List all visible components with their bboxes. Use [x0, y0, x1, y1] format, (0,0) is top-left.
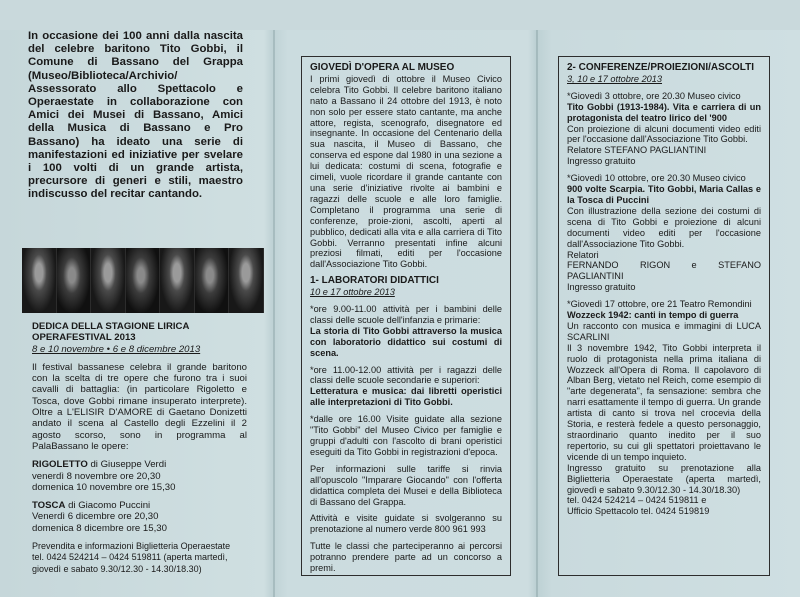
event-2-free: Ingresso gratuito [567, 282, 636, 293]
event-3-body: Il 3 novembre 1942, Tito Gobbi interpreta il ruolo di protagonista nella prima italiana di Wozzeck all'Opera di Roma. Il capolavoro di Alban Berg, vietato nel Reich, come esempio di "arte degenerata", fa sensazione: sembra che narri esattamente il tempo di guerra. Un grande artista di canto si trova nel crocevia della Storia, e resterà fedele a questo personaggio, straordinario quanto inedito per il suo repertorio, su cui gli spettatori proiettavano le vicende di un tempo inquieto. [567, 342, 761, 462]
fold-line [536, 30, 538, 597]
museum-intro: I primi giovedì di ottobre il Museo Civico celebra Tito Gobbi. Il celebre baritono italiano nato a Bassano il 24 ottobre del 1913, è noto non solo per essere stato cantante, ma anche attore, regista, scenografo, disegnatore ed insegnante. In occasione del Centenario della sua nascita, il Museo di Bassano, che conserva ed espone dal 1980 in una sezione a lui dedicata: costumi di scena, fotografie e cimeli, vuole ricordare il grande cantante con una serie d'iniziative rivolte ai bambini e ragazzi delle scuole e alle loro famiglie. Completano il programma una serie di conferenze, proie-zioni, ascolti, aperti al pubblico, dedicati alla vita e alla carriera di Tito Gobbi. Verranno presentati infine alcuni preziosi filmati, editi per l'occasione dall'Associazione Tito Gobbi. [310, 73, 502, 270]
brochure-sheet [0, 30, 800, 597]
museum-thursdays-box [301, 56, 511, 576]
lab-activity-2-title: Letteratura e musica: dai libretti operistici alle interpretazioni di Tito Gobbi. [310, 386, 502, 408]
opera-title: RIGOLETTO [32, 459, 88, 471]
fold-line [273, 30, 275, 597]
opera-author: di Giuseppe Verdi [87, 459, 167, 471]
opera-rigoletto [32, 459, 247, 470]
event-3-free: Ingresso gratuito su prenotazione alla Biglietteria Operaestate (aperta martedì, giovedì e sabato 9.30/12.30 - 14.30/18.30) [567, 462, 761, 495]
gobbi-photo-strip [22, 248, 264, 313]
portrait-photo [57, 248, 92, 313]
portrait-photo [22, 248, 57, 313]
event-3-subtitle: Un racconto con musica e immagini di LUCA SCARLINI [567, 320, 761, 342]
event-3-when: *Giovedì 17 ottobre, ore 21 Teatro Remondini [567, 299, 752, 310]
performance-date: domenica 8 dicembre ore 15,30 [32, 522, 167, 534]
event-1-title: Tito Gobbi (1913-1984). Vita e carriera di un protagonista del teatro lirico del '900 [567, 101, 761, 123]
performance-date: venerdì 8 novembre ore 20,30 [32, 470, 161, 482]
event-3-title: Wozzeck 1942: canti in tempo di guerra [567, 310, 739, 321]
event-2-body: Con illustrazione della sezione dei costumi di scena di Tito Gobbi e proiezione di alcuni documenti video editi per l'occasione dall'Associazione Tito Gobbi. [567, 205, 761, 249]
portrait-photo [195, 248, 230, 313]
guided-visits: *dalle ore 16.00 Visite guidate alla sezione "Tito Gobbi" del Museo Civico per famiglie e gruppi d'adulti con l'ascolto di brani operistici eseguiti da Tito Gobbi in registrazioni d'epoca. [310, 414, 502, 457]
performance-date: Venerdì 6 dicembre ore 20,30 [32, 511, 159, 523]
event-2-speakers: FERNANDO RIGON e STEFANO PAGLIANTINI [567, 260, 761, 282]
event-2-when: *Giovedì 10 ottobre, ore 20.30 Museo civico [567, 173, 746, 184]
section-heading: DEDICA DELLA STAGIONE LIRICA [32, 321, 190, 332]
box-title: GIOVEDÌ D'OPERA AL MUSEO [310, 62, 455, 73]
section-dates: 8 e 10 novembre • 6 e 8 dicembre 2013 [32, 343, 201, 355]
portrait-photo [126, 248, 161, 313]
intro-text: In occasione dei 100 anni dalla nascita del celebre baritono Tito Gobbi, il Comune di Bassano del Grappa (Museo/Biblioteca/Archivio/ Assessorato allo Spettacolo e Operaestate in collaborazione con Amici dei Musei di Bassano, Amici della Musica di Bassano e Pro Bassano) ha ideato una serie di manifestazioni ed iniziative per svelare i 100 volti di un grande artista, precursore di generi e stili, maestro indiscusso del recitar cantando. [28, 30, 243, 201]
box-title: 2- CONFERENZE/PROIEZIONI/ASCOLTI [567, 62, 755, 73]
event-1-when: *Giovedì 3 ottobre, ore 20.30 Museo civico [567, 90, 741, 101]
phone-info: Ufficio Spettacolo tel. 0424 519819 [567, 506, 710, 517]
contest-info: Tutte le classi che parteciperanno ai percorsi potranno prendere parte ad un concorso a premi. [310, 541, 502, 574]
festival-description: Il festival bassanese celebra il grande baritono con la scelta di tre opere che furono tra i suoi cavalli di battaglia: (in particolare Rigoletto e Tosca, dove Gobbi rimane insuperato interprete). Oltre a L'ELISIR D'AMORE di Gaetano Donizetti andato il scena al Castello degli Ezzelini il 2 agosto scorso, sono in programma al PalaBassano le opere: [32, 361, 247, 452]
section-heading: OPERAFESTIVAL 2013 [32, 332, 136, 344]
lab-activity-2: *ore 11.00-12.00 attività per i ragazzi delle classi delle scuole secondarie e superiori: [310, 364, 502, 386]
event-1-body: Con proiezione di alcuni documenti video editi per l'occasione dall'Associazione Tito Gobbi. [567, 123, 761, 145]
opera-title: TOSCA [32, 500, 66, 512]
event-1-free: Ingresso gratuito [567, 156, 636, 167]
opera-season-section [32, 321, 247, 575]
lab-dates: 10 e 17 ottobre 2013 [310, 287, 395, 298]
performance-date: domenica 10 novembre ore 15,30 [32, 481, 176, 493]
opera-tosca [32, 500, 247, 511]
portrait-photo [91, 248, 126, 313]
lab-activity-1-title: La storia di Tito Gobbi attraverso la musica con laboratorio didattico sui costumi di scena. [310, 325, 502, 358]
ticket-info: Prevendita e informazioni Biglietteria Operaestate [32, 541, 231, 552]
event-2-title: 900 volte Scarpia. Tito Gobbi, Maria Callas e la Tosca di Puccini [567, 184, 761, 205]
lab-activity-1: *ore 9.00-11.00 attività per i bambini delle classi delle scuole dell'infanzia e primarie: [310, 304, 502, 325]
ticket-contacts: tel. 0424 524214 – 0424 519811 (aperta martedì, giovedì e sabato 9.30/12.30 - 14.30/18.30) [32, 552, 228, 574]
tariff-info: Per informazioni sulle tariffe si rinvia all'opuscolo "Imparare Giocando" con l'offerta didattica completa dei Musei e della Biblioteca di Bassano del Grappa. [310, 463, 502, 507]
booking-info: Attività e visite guidate si svolgeranno su prenotazione al numero verde 800 961 993 [310, 513, 502, 535]
lab-title: 1- LABORATORI DIDATTICI [310, 275, 439, 287]
portrait-photo [229, 248, 264, 313]
conference-dates: 3, 10 e 17 ottobre 2013 [567, 73, 663, 84]
event-2-speakers-label: Relatori [567, 249, 599, 260]
conferences-box [558, 56, 770, 576]
opera-author: di Giacomo Puccini [65, 500, 151, 512]
portrait-photo [160, 248, 195, 313]
event-1-speaker: Relatore STEFANO PAGLIANTINI [567, 145, 707, 156]
phone-info: tel. 0424 524214 – 0424 519811 e [567, 495, 707, 506]
